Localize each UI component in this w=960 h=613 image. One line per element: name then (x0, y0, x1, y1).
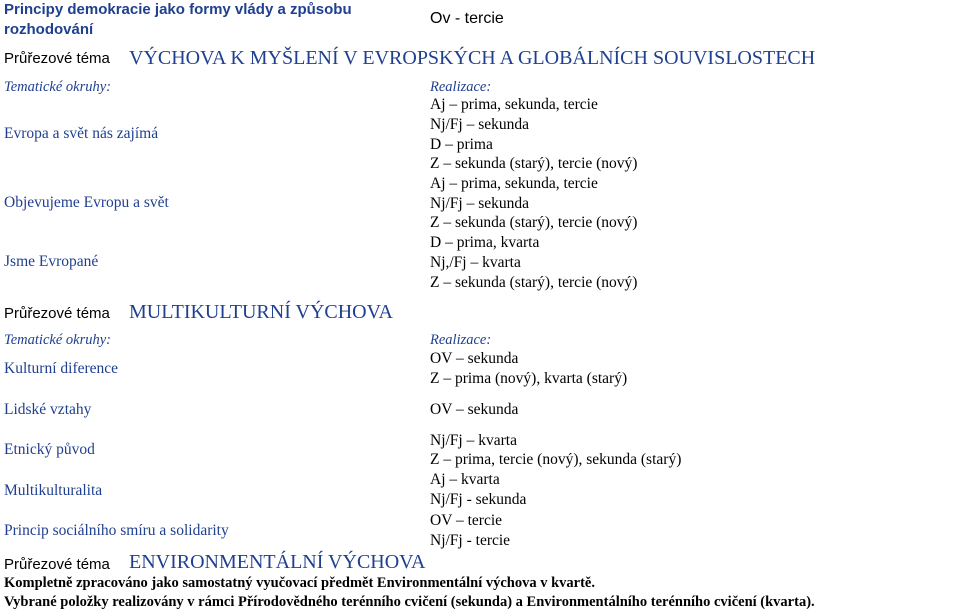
section2-realizace-item: Nj/Fj – kvarta (430, 432, 517, 449)
section2-realizace-header: Realizace: (430, 332, 492, 348)
section1-realizace-item: Aj – prima, sekunda, tercie (430, 96, 598, 113)
section2-topic: Princip sociálního smíru a solidarity (4, 522, 229, 539)
section1-realizace-item: Nj/Fj – sekunda (430, 195, 530, 212)
footer-line2: Vybrané položky realizovány v rámci Přírodovědného terénního cvičení (sekunda) a Environmentálního terénního cvičení (kvarta). (4, 594, 815, 610)
section1-topic: Objevujeme Evropu a svět (4, 194, 169, 211)
section2-topics-header: Tematické okruhy: (4, 332, 111, 348)
section1-label: Průřezové téma (4, 50, 110, 67)
section1-title: VÝCHOVA K MYŠLENÍ V EVROPSKÝCH A GLOBÁLNÍCH SOUVISLOSTECH (129, 47, 816, 69)
section2-realizace-item: OV – tercie (430, 512, 503, 529)
subject-label: Ov - tercie (430, 10, 504, 27)
page-title-line2: rozhodování (4, 21, 94, 38)
section1-topics-header: Tematické okruhy: (4, 79, 111, 95)
section3-title: ENVIRONMENTÁLNÍ VÝCHOVA (129, 551, 426, 573)
page-title-line1: Principy demokracie jako formy vlády a způsobu (4, 1, 352, 18)
section1-realizace-header: Realizace: (430, 79, 492, 95)
section1-realizace-item: D – prima, kvarta (430, 234, 540, 251)
section1-realizace-item: Nj,/Fj – kvarta (430, 254, 521, 271)
section1-realizace-item: Z – sekunda (starý), tercie (nový) (430, 214, 638, 231)
section2-topic: Etnický původ (4, 441, 95, 458)
section1-topic: Evropa a svět nás zajímá (4, 125, 159, 142)
footer-line1: Kompletně zpracováno jako samostatný vyučovací předmět Environmentální výchova v kvartě. (4, 575, 595, 591)
section2-topic: Kulturní diference (4, 360, 119, 377)
section2-realizace-item: OV – sekunda (430, 350, 519, 367)
section2-realizace-item: OV – sekunda (430, 401, 519, 418)
section3-label: Průřezové téma (4, 556, 110, 573)
section2-realizace-item: Z – prima (nový), kvarta (starý) (430, 370, 628, 387)
section2-realizace-item: Nj/Fj - tercie (430, 532, 511, 549)
section2-realizace-item: Nj/Fj - sekunda (430, 491, 527, 508)
section2-realizace-item: Z – prima, tercie (nový), sekunda (starý) (430, 451, 682, 468)
section1-realizace-item: Z – sekunda (starý), tercie (nový) (430, 155, 638, 172)
section1-realizace-item: Z – sekunda (starý), tercie (nový) (430, 274, 638, 291)
section1-realizace-item: Nj/Fj – sekunda (430, 116, 530, 133)
section2-realizace-item: Aj – kvarta (430, 471, 500, 488)
section2-topic: Multikulturalita (4, 482, 103, 499)
section2-label: Průřezové téma (4, 305, 110, 322)
section1-realizace-item: D – prima (430, 136, 493, 153)
section2-title: MULTIKULTURNÍ VÝCHOVA (129, 301, 393, 323)
section1-realizace-item: Aj – prima, sekunda, tercie (430, 175, 598, 192)
section1-topic: Jsme Evropané (4, 253, 99, 270)
section2-topic: Lidské vztahy (4, 401, 92, 418)
